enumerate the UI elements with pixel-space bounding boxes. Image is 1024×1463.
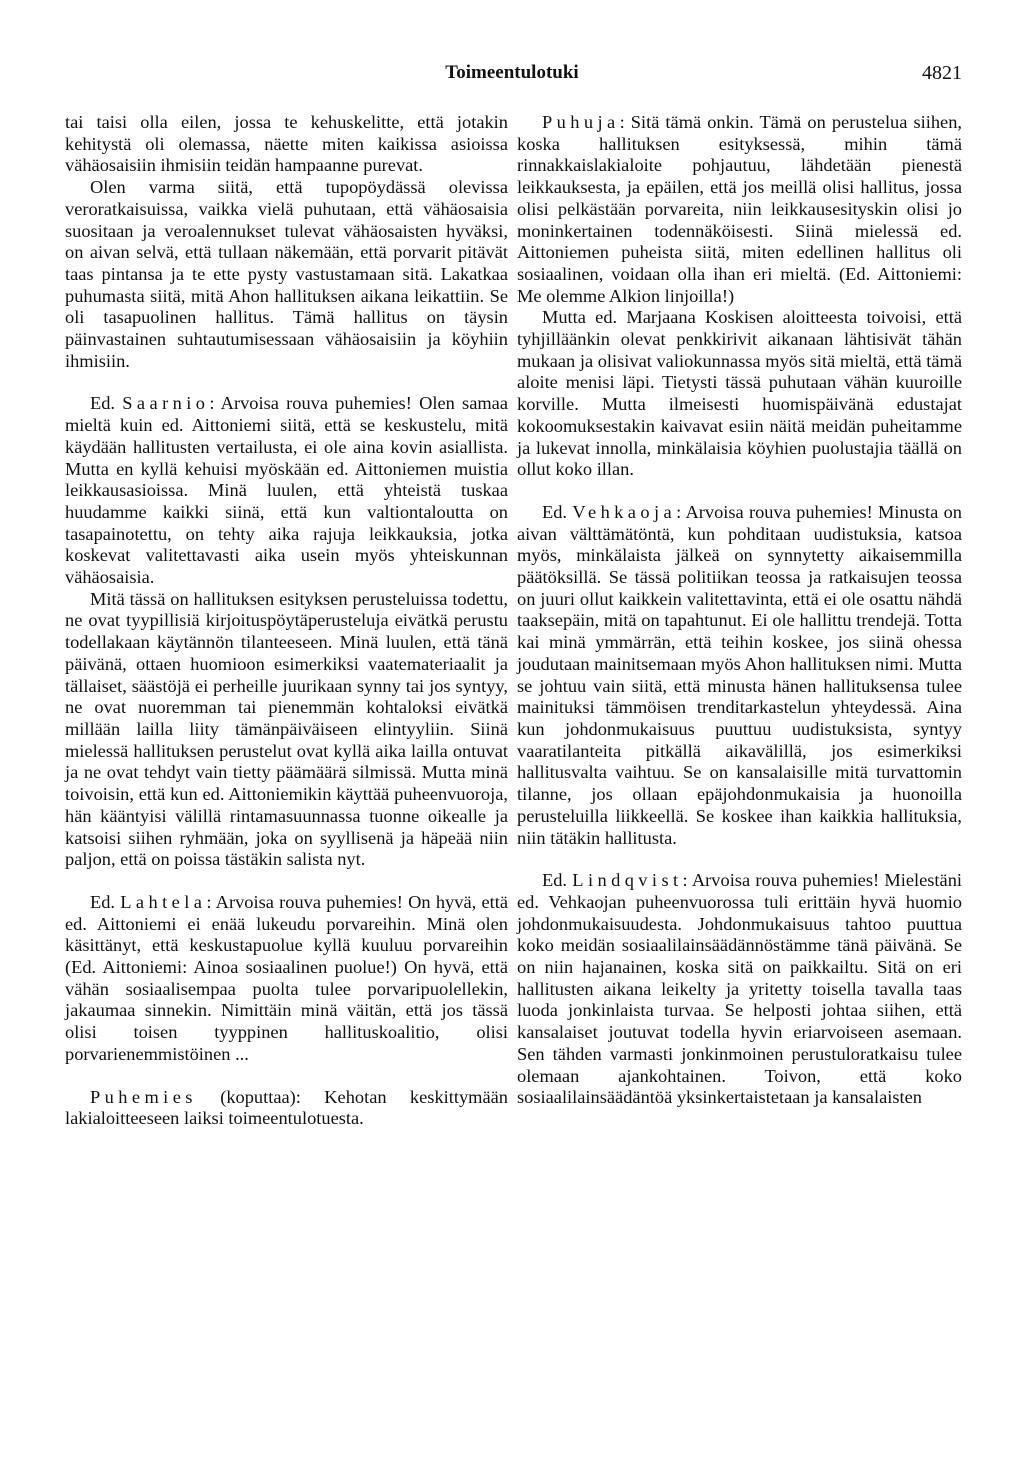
paragraph-text: : Sitä tämä onkin. Tämä on perustelua siihen, koska hallituksen esityksessä, mihin tämä rinnakkaislakialoite pohjautuu, lähdetään pienestä leikkauksesta, ja epäilen, että jos meillä olisi hallitus, jossa olisi pelkästään porvareita, niin leikkausesityskin olisi jo moninkertainen todennäköisesti. Siinä mielessä ed. Aittoniemen puheista siitä, miten edellinen hallitus oli sosiaalinen, voidaan olla ihan eri mieltä. (Ed. Aittoniemi: Me olemme Alkion linjoilla!) <box>517 112 962 306</box>
speaker-prefix: Ed. <box>90 891 121 912</box>
speech-paragraph <box>65 892 508 1066</box>
paragraph-text: Mutta ed. Marjaana Koskisen aloitteesta toivoisi, että tyhjilläänkin olevat penkkirivit aikanaan lähtisivät tähän mukaan ja olisivat valiokunnassa myös sitä mieltä, että tämä aloite menisi läpi. Tietysti tässä puhutaan vähän kuuroille korville. Mutta ilmeisesti huomispäivänä edustajat kokoomuksestakin kaivavat esiin näitä meidän puheitamme ja lukevat innolla, minkälaisia köyhien puolustajia täällä on ollut koko illan. <box>517 307 962 480</box>
paragraph-text: : Arvoisa rouva puhemies! On hyvä, että ed. Aittoniemi ei enää lukeudu porvareihin. Minä olen käsittänyt, että keskustapuolue kyllä kuuluu porvareihin (Ed. Aittoniemi: Ainoa sosiaalinen puolue!) On hyvä, että vähän sosiaalisempaa puolta tulee porvaripuolellekin, jakaumaa sinnekin. Nimittäin minä väitän, että jos tässä olisi toisen tyyppinen hallituskoalitio, olisi porvarienemmistöinen ... <box>65 891 508 1064</box>
paragraph <box>65 177 508 372</box>
paragraph <box>65 112 508 177</box>
paragraph-text: Olen varma siitä, että tupopöydässä olevissa veroratkaisuissa, vaikka vielä puhutaan, että vähäosaisia suositaan ja veroalennukset tulevat vähäosaisten hyväksi, on aivan selvä, että tullaan näkemään, että porvarit pitävät taas pintansa ja te ette pysty vastustamaan sitä. Lakatkaa puhumasta siitä, mitä Ahon hallituksen aikana leikattiin. Se oli tasapuolinen hallitus. Tämä hallitus on täysin päinvastainen suhtautumisessaan vähäosaisiin ja köyhiin ihmisiin. <box>65 177 508 371</box>
speaker-name: Puhemies <box>90 1086 197 1107</box>
speaker-name: Vehkaoja <box>572 501 677 522</box>
paragraph-text: : Arvoisa rouva puhemies! Minusta on aivan välttämätöntä, kun pohditaan uudistuksia, katsoa myös, minkälaista jälkeä on synnytetty aikaisemmilla päätöksillä. Se tässä politiikan teossa ja ratkaisujen teossa on juuri ollut kaikkein valitettavinta, että ei ole osattu nähdä taaksepäin, mitä on tapahtunut. Ei ole hallittu trendejä. Totta kai minä ymmärrän, että teihin koskee, jos siinä ohessa joudutaan mainitsemaan myös Ahon hallituksen nimi. Mutta se johtuu vain siitä, että minusta hänen hallituksensa tulee mainituksi tämmöisen trenditarkastelun yhteydessä. Aina kun johdonmukaisuus puuttuu uudistuksista, syntyy vaaratilanteita pitkällä aikavälillä, jos esimerkiksi hallitusvalta vaihtuu. Se on kansalaisille mitä turvattomin tilanne, jos ollaan epäjohdonmukaisia ja huonoilla perusteluilla liikkeellä. Se koskee ihan kaikkia hallituksia, niin tätäkin hallitusta. <box>517 501 963 848</box>
paragraph-text: Mitä tässä on hallituksen esityksen perusteluissa todettu, ne ovat tyypillisiä kirjoituspöytäperusteluja eivätkä perustu todellakaan käytännön tilanteeseen. Minä luulen, että tänä päivänä, ottaen huomioon esimerkiksi vaatemateriaalit ja tällaiset, säästöjä ei perheille juurikaan synny tai jos syntyy, ne ovat nuoremman tai pienemmän kohtaloksi eivätkä millään lailla liity tämänpäiväiseen elintyyliin. Siinä mielessä hallituksen perustelut ovat kyllä aika lailla ontuvat ja ne ovat tehdyt vain tietty päämäärä silmissä. Mutta minä toivoisin, että kun ed. Aittoniemikin käyttää puheenvuoroja, hän kääntyisi välillä rintamasuunnassa tuonne oikealle ja katsoisi siihen ryhmään, joka on syyllisenä ja häpeää niin paljon, että on poissa tästäkin salista nyt. <box>65 588 508 870</box>
page-number: 4821 <box>922 62 962 84</box>
speaker-name: Puhuja <box>542 112 620 132</box>
speaker-prefix: Ed. <box>542 501 573 522</box>
speaker-name: Saarnio <box>122 393 210 414</box>
speaker-prefix: Ed. <box>542 870 573 891</box>
paragraph-text: : Arvoisa rouva puhemies! Olen samaa mieltä kuin ed. Aittoniemi siitä, että se keskustelu, mitä käydään hallitusten vertailusta, ei ole aina kovin asiallista. Mutta en kyllä kehuisi myöskään ed. Aittoniemen muistia leikkausasioissa. Minä luulen, että yhteistä tuskaa huudamme kaikki siinä, että kun valtiontaloutta on tasapainotettu, on tehty aika rajuja leikkauksia, jotka koskevat valitettavasti aika usein myös yhteiskunnan vähäosaisia. <box>65 393 508 588</box>
speech-paragraph <box>517 870 962 1109</box>
speaker-prefix: Ed. <box>90 393 123 414</box>
paragraph-text: (koputtaa): Kehotan keskittymään lakialoitteeseen laiksi toimeentulotuesta. <box>65 1086 508 1129</box>
paragraph <box>65 589 508 871</box>
running-title: Toimeentulotuki <box>445 62 579 83</box>
left-column <box>65 112 508 1130</box>
speech-paragraph <box>517 112 962 307</box>
page-header <box>0 62 1024 88</box>
paragraph <box>517 307 962 481</box>
speech-paragraph <box>65 393 508 588</box>
speaker-name: Lahtela <box>120 891 207 912</box>
right-column <box>517 112 962 1109</box>
paragraph-text: tai taisi olla eilen, jossa te kehuskelitte, että jotakin kehitystä oli olemassa, näette miten kaikissa asioissa vähäosaisiin ihmisiin teidän hampaanne purevat. <box>65 112 508 176</box>
speech-paragraph <box>65 1087 508 1130</box>
speaker-name: Lindqvist <box>572 870 683 891</box>
paragraph-text: : Arvoisa rouva puhemies! Mielestäni ed. Vehkaojan puheenvuorossa tuli erittäin hyvä huomio johdonmukaisuudesta. Johdonmukaisuus tahtoo puuttua koko meidän sosiaalilainsäädännöstämme tänä päivänä. Se on niin hajanainen, koska sitä on paikkailtu. Sitä on eri hallitusten aikana leikelty ja yritetty toisella tavalla taas luoda jonkinlaista turvaa. Se helposti johtaa siihen, että kansalaiset joutuvat todella hyvin eriarvoiseen asemaan. Sen tähden varmasti jonkinmoinen perustuloratkaisu tulee olemaan ajankohtainen. Toivon, että koko sosiaalilainsäädäntöä yksinkertaistetaan ja kansalaisten <box>517 870 963 1108</box>
speech-paragraph <box>517 502 962 849</box>
